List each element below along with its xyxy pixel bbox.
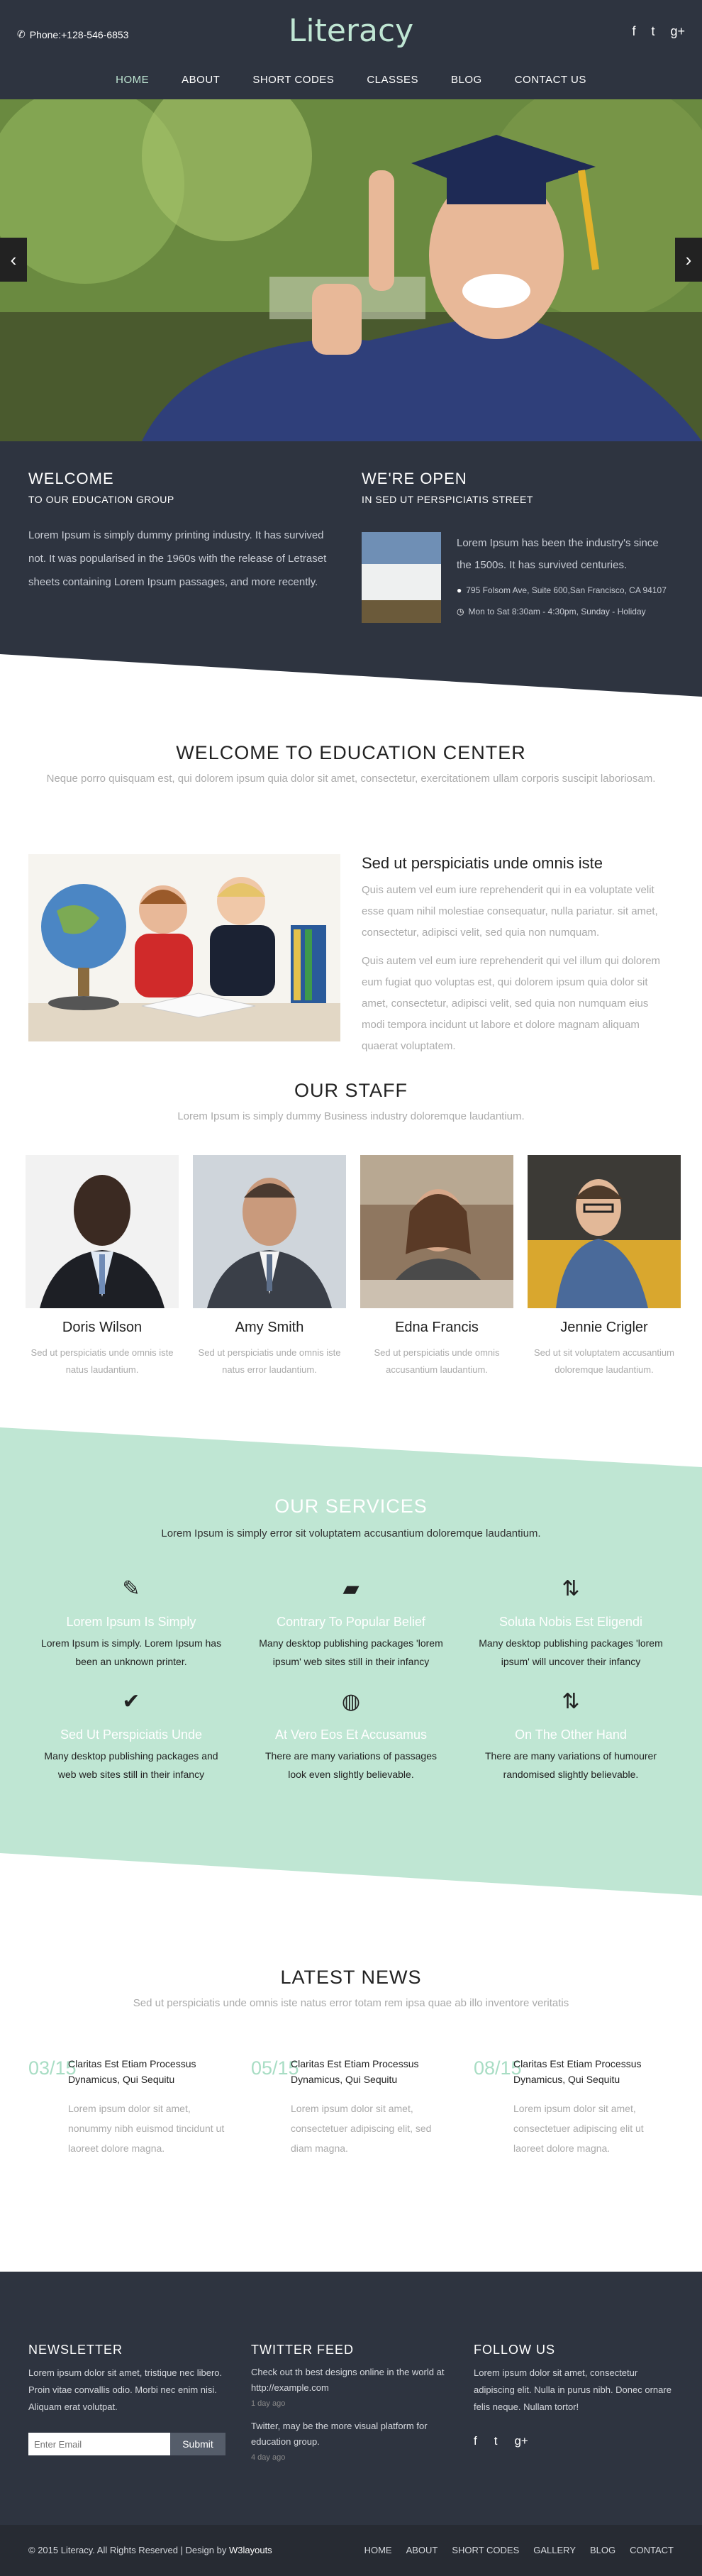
service-title: Soluta Nobis Est Eligendi <box>498 1615 643 1629</box>
service-item <box>461 1689 681 1784</box>
follow-column <box>474 2343 696 2465</box>
education-para-1: Quis autem vel eum iure reprehenderit qui in ea voluptate velit esse quam nihil molestiae consequatur, nulla pariatur. sit amet, consectetur, adipisci velit, sed quia non numquam. <box>362 884 658 939</box>
info-section <box>0 441 702 697</box>
address-text: 795 Folsom Ave, Suite 600,San Francisco, CA 94107 <box>466 585 667 595</box>
designer-link[interactable]: W3layouts <box>228 2545 272 2555</box>
service-text: Many desktop publishing packages 'lorem ipsum' web sites still in their infancy <box>259 1637 443 1667</box>
footer-nav-contact[interactable]: CONTACT <box>630 2545 674 2555</box>
services-grid <box>21 1576 681 1784</box>
welcome-subtitle: TO OUR EDUCATION GROUP <box>28 494 174 505</box>
sort-alpha-icon: ⇅ <box>562 1577 580 1601</box>
news-list <box>28 2056 696 2158</box>
address-line <box>457 583 674 597</box>
site-footer <box>0 2272 702 2576</box>
google-plus-icon[interactable]: g+ <box>514 2434 528 2448</box>
staff-name: Doris Wilson <box>62 1320 143 1335</box>
staff-card[interactable] <box>26 1155 179 1378</box>
staff-photo <box>193 1155 346 1308</box>
staff-cards <box>26 1155 681 1378</box>
slider-prev-button[interactable] <box>0 238 27 282</box>
hero-slider <box>0 99 702 441</box>
news-section <box>0 1938 702 2272</box>
newsletter-form <box>28 2433 235 2455</box>
staff-desc: Sed ut perspiciatis unde omnis accusantium laudantium. <box>374 1347 500 1375</box>
news-subtitle: Sed ut perspiciatis unde omnis iste natus error totam rem ipsa quae ab illo inventore veritatis <box>133 1997 569 2009</box>
phone-icon: ✆ <box>17 28 26 40</box>
twitter-title: TWITTER FEED <box>251 2343 354 2357</box>
copyright <box>28 2545 272 2555</box>
open-details <box>457 532 674 623</box>
footer-bottom <box>0 2525 702 2576</box>
check-circle-icon: ✔ <box>122 1690 140 1713</box>
education-title: WELCOME TO EDUCATION CENTER <box>176 742 526 763</box>
chevron-left-icon: ‹ <box>10 248 17 270</box>
tweet-time: 1 day ago <box>251 2399 286 2408</box>
site-header <box>0 0 702 99</box>
service-text: Many desktop publishing packages and web web sites still in their infancy <box>44 1750 218 1780</box>
tweet <box>251 2365 458 2411</box>
education-section <box>0 697 702 1058</box>
slider-next-button[interactable] <box>675 238 702 282</box>
newsletter-text: Lorem ipsum dolor sit amet, tristique nec libero. Proin vitae convallis odio. Morbi nec enim nisi. Aliquam erat volutpat. <box>28 2367 223 2412</box>
email-input[interactable] <box>28 2433 170 2455</box>
news-item-title[interactable]: Claritas Est Etiam Processus Dynamicus, Qui Sequitu <box>68 2058 196 2085</box>
news-body <box>513 2056 675 2158</box>
service-item <box>241 1576 461 1671</box>
facebook-icon[interactable]: f <box>474 2434 477 2448</box>
news-item <box>251 2056 474 2158</box>
nav-contact[interactable]: CONTACT US <box>514 74 586 86</box>
footer-social <box>474 2434 681 2448</box>
hours-line <box>457 604 674 619</box>
service-text: There are many variations of passages look even slightly believable. <box>264 1750 437 1780</box>
staff-name: Edna Francis <box>395 1320 479 1335</box>
main-nav <box>0 74 702 86</box>
service-item <box>21 1576 241 1671</box>
education-para-2: Quis autem vel eum iure reprehenderit qui vel illum qui dolorem eum fugiat quo voluptas est, qui dolorem ipsum quia dolor sit amet, consectetur, adipisci velit, sed quia non numquam eius modi tempora incidunt ut labore et dolore magnam aliquam quaerat voluptatem. <box>362 955 661 1052</box>
staff-name: Amy Smith <box>235 1320 304 1335</box>
phone-number: Phone:+128-546-6853 <box>29 28 129 40</box>
services-title: OUR SERVICES <box>274 1496 428 1517</box>
follow-title: FOLLOW US <box>474 2343 556 2357</box>
footer-nav-about[interactable]: ABOUT <box>406 2545 438 2555</box>
open-block <box>362 470 674 623</box>
service-title: Lorem Ipsum Is Simply <box>66 1615 196 1629</box>
service-title: On The Other Hand <box>515 1728 627 1742</box>
education-text <box>362 854 674 1057</box>
twitter-icon[interactable]: t <box>494 2434 498 2448</box>
hero-image <box>0 99 702 441</box>
copyright-text: © 2015 Literacy. All Rights Reserved | Design by <box>28 2545 227 2555</box>
staff-photo <box>528 1155 681 1308</box>
staff-desc: Sed ut perspiciatis unde omnis iste natus laudantium. <box>30 1347 174 1375</box>
tweet-text[interactable]: Check out th best designs online in the world at http://example.com <box>251 2367 445 2393</box>
news-date: 08/15 <box>474 2057 522 2079</box>
globe-icon: ◍ <box>341 1690 361 1713</box>
hours-text: Mon to Sat 8:30am - 4:30pm, Sunday - Holiday <box>468 607 646 617</box>
pencil-icon: ✎ <box>122 1577 140 1601</box>
students-image <box>28 854 340 1041</box>
tweet <box>251 2419 458 2465</box>
welcome-block <box>28 470 340 594</box>
footer-nav-short-codes[interactable]: SHORT CODES <box>452 2545 520 2555</box>
service-title: Contrary To Popular Belief <box>277 1615 425 1629</box>
twitter-column <box>251 2343 474 2465</box>
header-social <box>632 24 685 39</box>
staff-title: OUR STAFF <box>294 1080 408 1101</box>
staff-subtitle: Lorem Ipsum is simply dummy Business industry doloremque laudantium. <box>177 1110 525 1122</box>
news-item <box>28 2056 251 2158</box>
services-section <box>0 1427 702 1938</box>
follow-text: Lorem ipsum dolor sit amet, consectetur adipiscing elit. Nulla in purus nibh. Donec ornare felis neque. Nullam tortor! <box>474 2367 672 2412</box>
news-body <box>68 2056 230 2158</box>
map-marker-icon: ● <box>457 585 462 595</box>
news-item <box>474 2056 696 2158</box>
service-text: Lorem Ipsum is simply. Lorem Ipsum has been an unknown printer. <box>40 1637 222 1667</box>
education-subtitle: Neque porro quisquam est, qui dolorem ipsum quia dolor sit amet, consectetur, exercitationem ullam corporis suscipit laboriosam. <box>46 773 656 785</box>
nav-about[interactable]: ABOUT <box>182 74 221 86</box>
news-date: 03/15 <box>28 2057 77 2079</box>
nav-classes[interactable]: CLASSES <box>367 74 419 86</box>
staff-card[interactable] <box>193 1155 346 1378</box>
staff-desc: Sed ut sit voluptatem accusantium doloremque laudantium. <box>534 1347 674 1375</box>
staff-name: Jennie Crigler <box>560 1320 648 1335</box>
staff-photo <box>360 1155 513 1308</box>
twitter-icon[interactable]: t <box>651 24 655 38</box>
footer-columns <box>28 2343 696 2465</box>
brand-logo[interactable]: Literacy <box>288 13 414 49</box>
tweet-text: Twitter, may be the more visual platform for education group. <box>251 2421 428 2447</box>
news-body <box>291 2056 452 2158</box>
clock-icon: ◷ <box>457 607 464 617</box>
news-date: 05/15 <box>251 2057 299 2079</box>
footer-nav <box>364 2545 674 2555</box>
facebook-icon[interactable]: f <box>632 24 636 38</box>
building-image <box>362 532 441 623</box>
staff-desc: Sed ut perspiciatis unde omnis iste natus error laudantium. <box>198 1347 341 1375</box>
service-item <box>241 1689 461 1784</box>
service-item <box>21 1689 241 1784</box>
service-item <box>461 1576 681 1671</box>
newsletter-column <box>28 2343 251 2465</box>
services-head <box>0 1496 702 1539</box>
staff-photo <box>26 1155 179 1308</box>
news-item-title[interactable]: Claritas Est Etiam Processus Dynamicus, Qui Sequitu <box>513 2058 642 2085</box>
nav-blog[interactable]: BLOG <box>451 74 482 86</box>
open-title: WE'RE OPEN <box>362 470 467 487</box>
folder-open-icon: ▰ <box>342 1577 360 1601</box>
diagonal-divider <box>0 654 702 697</box>
staff-section <box>0 1058 702 1427</box>
news-item-text: Lorem ipsum dolor sit amet, nonummy nibh euismod tincidunt ut laoreet dolore magna. <box>68 2103 225 2154</box>
chevron-right-icon: › <box>685 248 692 270</box>
submit-button[interactable]: Submit <box>170 2433 225 2455</box>
footer-nav-home[interactable]: HOME <box>364 2545 392 2555</box>
tweet-time: 4 day ago <box>251 2453 286 2462</box>
footer-nav-gallery[interactable]: GALLERY <box>533 2545 576 2555</box>
service-title: At Vero Eos Et Accusamus <box>274 1728 428 1742</box>
sort-numeric-icon: ⇅ <box>562 1690 580 1713</box>
news-item-title[interactable]: Claritas Est Etiam Processus Dynamicus, Qui Sequitu <box>291 2058 419 2085</box>
open-text: Lorem Ipsum has been the industry's since the 1500s. It has survived centuries. <box>457 537 659 571</box>
staff-card[interactable] <box>528 1155 681 1378</box>
news-item-text: Lorem ipsum dolor sit amet, consectetuer adipiscing elit ut laoreet dolore magna. <box>513 2103 644 2154</box>
newsletter-title: NEWSLETTER <box>28 2343 123 2357</box>
google-plus-icon[interactable]: g+ <box>670 24 685 38</box>
staff-card[interactable] <box>360 1155 513 1378</box>
services-subtitle: Lorem Ipsum is simply error sit voluptatem accusantium doloremque laudantium. <box>161 1527 541 1539</box>
nav-home[interactable]: HOME <box>116 74 150 86</box>
nav-short-codes[interactable]: SHORT CODES <box>252 74 335 86</box>
footer-nav-blog[interactable]: BLOG <box>590 2545 616 2555</box>
service-title: Sed Ut Perspiciatis Unde <box>60 1728 203 1742</box>
open-subtitle: IN SED UT PERSPICIATIS STREET <box>362 494 533 505</box>
open-row <box>362 532 674 623</box>
education-heading: Sed ut perspiciatis unde omnis iste <box>362 854 603 872</box>
service-text: There are many variations of humourer randomised slightly believable. <box>485 1750 657 1780</box>
news-item-text: Lorem ipsum dolor sit amet, consectetuer adipiscing elit, sed diam magna. <box>291 2103 432 2154</box>
news-title: LATEST NEWS <box>280 1967 422 1988</box>
welcome-text: Lorem Ipsum is simply dummy printing industry. It has survived not. It was popularised in the 1960s with the release of Letraset sheets containing Lorem Ipsum passages, and more recently. <box>28 529 327 588</box>
service-text: Many desktop publishing packages 'lorem ipsum' will uncover their infancy <box>479 1637 663 1667</box>
welcome-title: WELCOME <box>28 470 114 487</box>
